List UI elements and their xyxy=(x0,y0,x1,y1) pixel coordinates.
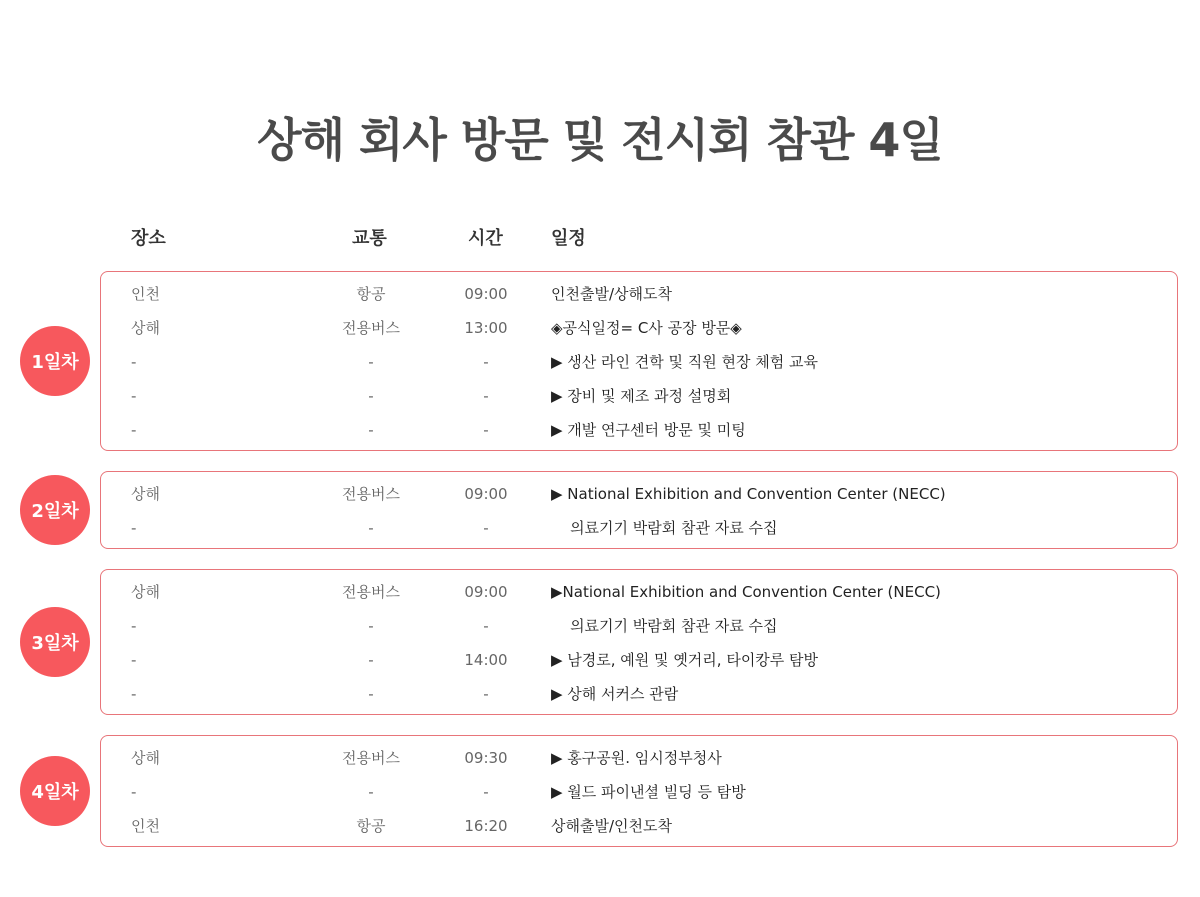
time-cell: - xyxy=(483,617,489,635)
schedule-cell: 상해출발/인천도착 xyxy=(551,817,672,835)
time-cell: 09:00 xyxy=(464,485,508,503)
time-cell: 16:20 xyxy=(464,817,508,835)
page-title: 상해 회사 방문 및 전시회 참관 4일 xyxy=(257,113,943,167)
schedule-cell: ▶ 개발 연구센터 방문 및 미팅 xyxy=(551,421,746,439)
transport-cell: - xyxy=(368,685,374,703)
table-row xyxy=(101,350,1177,374)
day-4-box xyxy=(100,735,1178,847)
schedule-cell: ▶ National Exhibition and Convention Center (NECC) xyxy=(551,485,946,503)
place-cell: 인천 xyxy=(131,285,160,303)
schedule-cell: ▶ 생산 라인 견학 및 직원 현장 체험 교육 xyxy=(551,353,819,371)
day-4-badge: 4일차 xyxy=(20,756,90,826)
transport-cell: 전용버스 xyxy=(342,319,400,337)
time-cell: 09:00 xyxy=(464,583,508,601)
table-row xyxy=(101,516,1177,540)
place-cell: 상해 xyxy=(131,485,160,503)
day-3-badge: 3일차 xyxy=(20,607,90,677)
day-2-badge: 2일차 xyxy=(20,475,90,545)
schedule-cell: ▶ 월드 파이낸셜 빌딩 등 탐방 xyxy=(551,783,746,801)
place-cell: 상해 xyxy=(131,583,160,601)
header-transport: 교통 xyxy=(352,228,387,249)
transport-cell: 전용버스 xyxy=(342,485,400,503)
time-cell: - xyxy=(483,519,489,537)
transport-cell: - xyxy=(368,421,374,439)
place-cell: - xyxy=(131,651,137,669)
place-cell: - xyxy=(131,353,137,371)
time-cell: 13:00 xyxy=(464,319,508,337)
time-cell: 09:30 xyxy=(464,749,508,767)
transport-cell: 전용버스 xyxy=(342,749,400,767)
day-1-box xyxy=(100,271,1178,451)
schedule-cell: 의료기기 박람회 참관 자료 수집 xyxy=(551,617,778,635)
schedule-cell: 의료기기 박람회 참관 자료 수집 xyxy=(551,519,778,537)
transport-cell: 항공 xyxy=(356,817,386,835)
schedule-cell: 인천출발/상해도착 xyxy=(551,285,672,303)
transport-cell: - xyxy=(368,519,374,537)
place-cell: - xyxy=(131,387,137,405)
table-row xyxy=(101,614,1177,638)
place-cell: 상해 xyxy=(131,749,160,767)
place-cell: - xyxy=(131,421,137,439)
place-cell: 상해 xyxy=(131,319,160,337)
table-row xyxy=(101,418,1177,442)
schedule-cell: ▶ 장비 및 제조 과정 설명회 xyxy=(551,387,732,405)
table-row xyxy=(101,384,1177,408)
place-cell: - xyxy=(131,519,137,537)
place-cell: - xyxy=(131,617,137,635)
schedule-cell: ▶ 상해 서커스 관람 xyxy=(551,685,679,703)
time-cell: - xyxy=(483,421,489,439)
table-row xyxy=(101,316,1177,340)
transport-cell: - xyxy=(368,353,374,371)
schedule-cell: ◈공식일정= C사 공장 방문◈ xyxy=(551,319,742,337)
time-cell: - xyxy=(483,783,489,801)
day-2-box xyxy=(100,471,1178,549)
table-row xyxy=(101,814,1177,838)
table-row xyxy=(101,746,1177,770)
time-cell: 14:00 xyxy=(464,651,508,669)
transport-cell: - xyxy=(368,387,374,405)
transport-cell: - xyxy=(368,651,374,669)
time-cell: - xyxy=(483,353,489,371)
time-cell: - xyxy=(483,387,489,405)
table-row xyxy=(101,780,1177,804)
table-row xyxy=(101,282,1177,306)
transport-cell: 전용버스 xyxy=(342,583,400,601)
place-cell: - xyxy=(131,783,137,801)
schedule-cell: ▶National Exhibition and Convention Center (NECC) xyxy=(551,583,941,601)
schedule-cell: ▶ 홍구공원. 임시정부청사 xyxy=(551,749,722,767)
table-row xyxy=(101,682,1177,706)
place-cell: 인천 xyxy=(131,817,160,835)
header-place: 장소 xyxy=(131,228,166,249)
transport-cell: - xyxy=(368,783,374,801)
table-row xyxy=(101,648,1177,672)
transport-cell: - xyxy=(368,617,374,635)
table-row xyxy=(101,580,1177,604)
schedule-cell: ▶ 남경로, 예원 및 옛거리, 타이캉루 탐방 xyxy=(551,651,819,669)
place-cell: - xyxy=(131,685,137,703)
time-cell: 09:00 xyxy=(464,285,508,303)
day-1-badge: 1일차 xyxy=(20,326,90,396)
header-schedule: 일정 xyxy=(551,228,586,249)
table-row xyxy=(101,482,1177,506)
header-time: 시간 xyxy=(468,228,503,249)
table-header xyxy=(0,224,1200,252)
time-cell: - xyxy=(483,685,489,703)
transport-cell: 항공 xyxy=(356,285,386,303)
day-3-box xyxy=(100,569,1178,715)
